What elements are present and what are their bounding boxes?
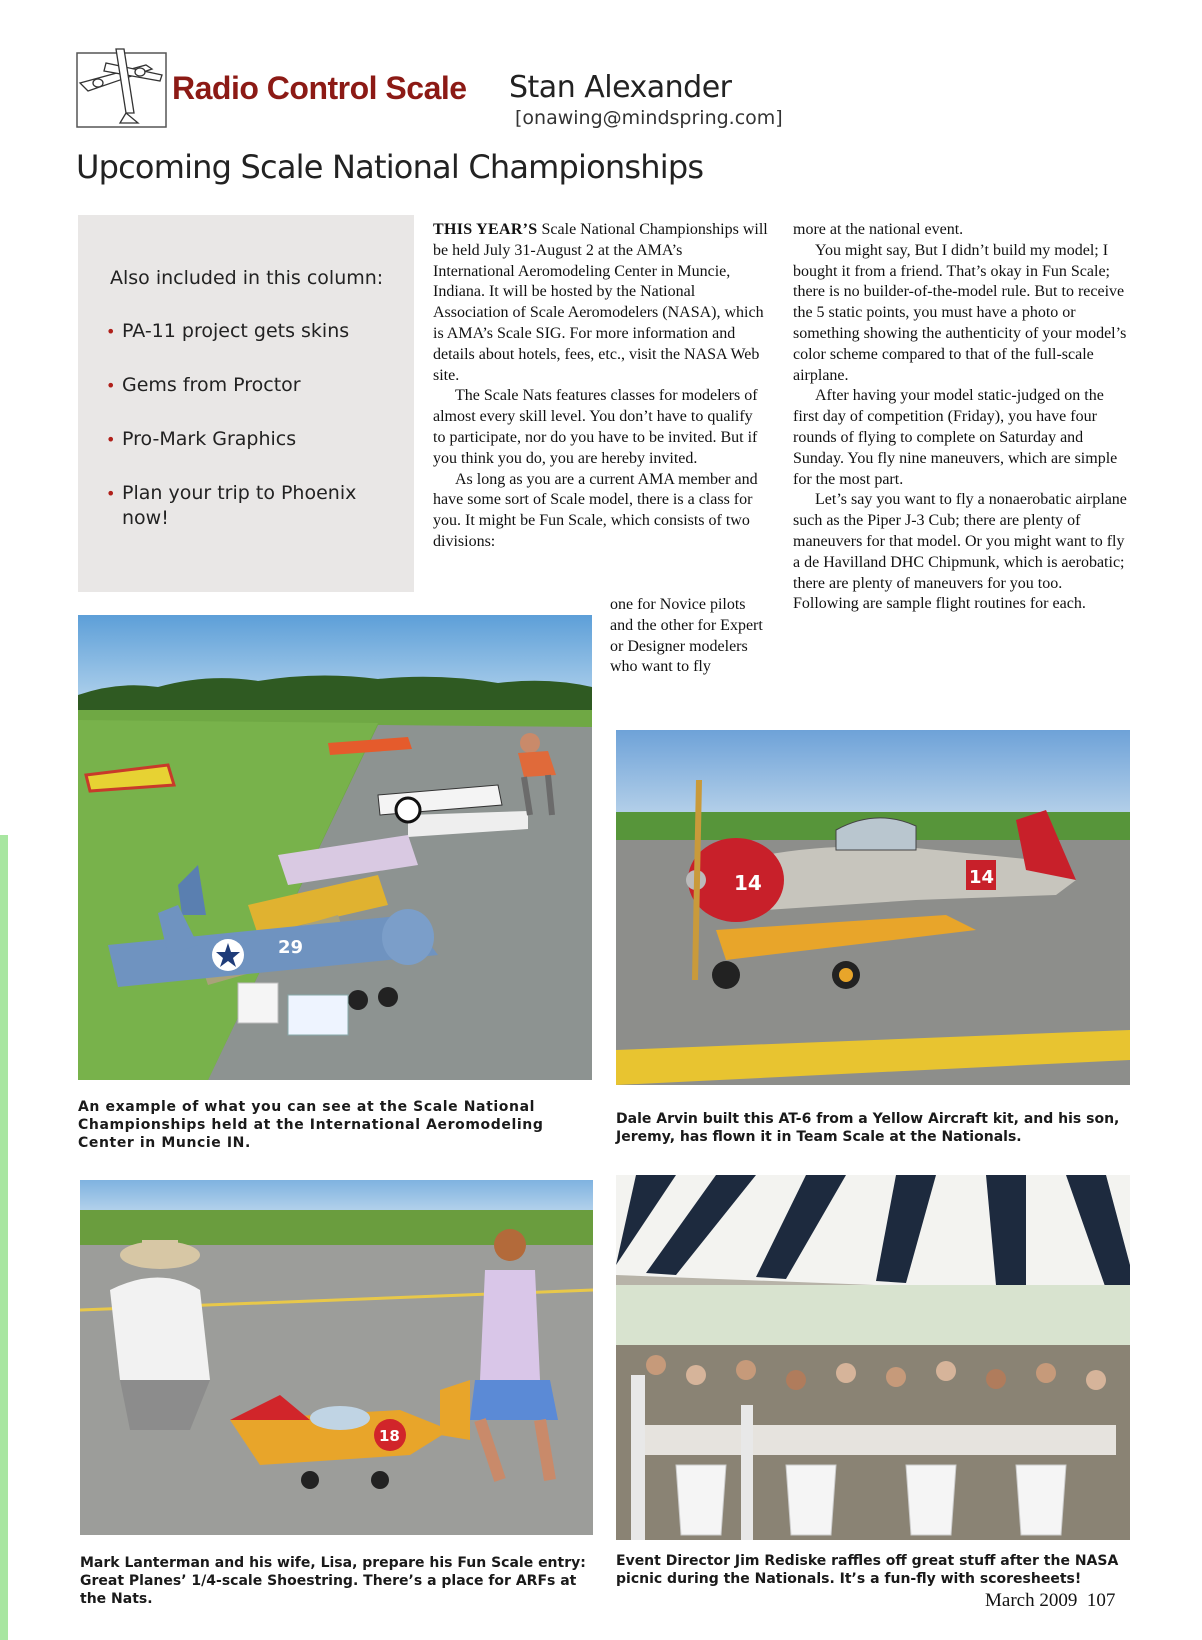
photo-flight-line <box>78 615 592 1080</box>
plane-number: 14 <box>734 871 762 895</box>
sidebar-item: • Gems from Proctor <box>106 374 301 396</box>
article-column-1 <box>433 220 768 553</box>
article-paragraph: You might say, But I didn’t build my model; I bought it from a friend. That’s okay in Fun Scale; there is no builder-of-the-model rule. But to receive the 5 static points, you must have a photo or something showing the authenticity of your model’s color scheme compared to that of the full-scale airplane. <box>793 241 1127 384</box>
author-email: [onawing@mindspring.com] <box>515 107 783 129</box>
issue-date: March 2009 <box>985 1590 1078 1611</box>
sidebar-list <box>106 319 396 560</box>
plane-number: 29 <box>278 937 304 958</box>
photo-tent <box>616 1175 1130 1540</box>
bullet-icon: • <box>106 484 116 503</box>
fraction: 1/4 <box>191 1573 217 1589</box>
bullet-icon: • <box>106 430 116 449</box>
page-footer <box>985 1590 1115 1612</box>
caption-shoestring: Mark Lanterman and his wife, Lisa, prepare his Fun Scale entry: Great Planes’ 1/4-scale Shoestring. There’s a place for ARFs at the Nats. <box>80 1555 586 1607</box>
article-paragraph: As long as you are a current AMA member and have some sort of Scale model, there is a class for you. It might be Fun Scale, which consists of two divisions: <box>433 470 758 550</box>
article-paragraph: one for Novice pilots and the other for Expert or Designer modelers who want to fly <box>610 596 763 676</box>
caption-flight-line: An example of what you can see at the Scale National Championships held at the International Aeromodeling Center in Muncie IN. <box>78 1099 544 1151</box>
plane-number: 14 <box>969 867 995 888</box>
sidebar-heading: Also included in this column: <box>110 267 384 289</box>
photo-shoestring <box>80 1180 593 1535</box>
article-paragraph: THIS YEAR’S Scale National Championships will be held July 31-August 2 at the AMA’s International Aeromodeling Center in Muncie, Indiana. It will be hosted by the National Association of Scale Aeromodelers (NASA), which is AMA’s Scale SIG. For more information and details about hotels, fees, etc., visit the NASA Web site. <box>433 221 768 384</box>
caption-at6: Dale Arvin built this AT-6 from a Yellow Aircraft kit, and his son, Jeremy, has flown it in Team Scale at the Nationals. <box>616 1111 1120 1145</box>
photo-at6 <box>616 730 1130 1085</box>
plane-number: 18 <box>379 1427 400 1445</box>
article-title: Upcoming Scale National Championships <box>76 148 704 186</box>
article-column-2 <box>793 220 1130 615</box>
margin-color-bar <box>0 835 8 1640</box>
tent-canopy <box>616 1175 1130 1295</box>
sidebar-item: • Plan your trip to Phoenix now! <box>106 482 357 529</box>
sidebar-item: • PA-11 project gets skins <box>106 320 350 342</box>
sidebar-item: • Pro-Mark Graphics <box>106 428 297 450</box>
article-paragraph: Let’s say you want to fly a nonaerobatic airplane such as the Piper J-3 Cub; there are plenty of maneuvers for that model. Or you might want to fly a de Havilland DHC Chipmunk, which is aerobatic; there are plenty of maneuvers for you too. Following are sample flight routines for each. <box>793 491 1127 613</box>
bullet-icon: • <box>106 376 116 395</box>
article-paragraph: After having your model static-judged on the first day of competition (Friday), you have four rounds of flying to complete on Saturday and Sunday. You fly nine maneuvers, which are simple for the most part. <box>793 387 1118 488</box>
lead-in: THIS YEAR’S <box>433 221 538 238</box>
bullet-icon: • <box>106 322 116 341</box>
airplane-logo-icon <box>76 43 170 129</box>
caption-tent: Event Director Jim Rediske raffles off great stuff after the NASA picnic during the Nationals. It’s a fun-fly with scoresheets! <box>616 1553 1119 1587</box>
article-column-1-continued <box>610 595 768 678</box>
column-title: Radio Control Scale <box>172 70 467 106</box>
article-paragraph: The Scale Nats features classes for modelers of almost every skill level. You don’t have to qualify to participate, nor do you have to be invited. But if you think you do, you are hereby invited. <box>433 387 758 467</box>
page-number: 107 <box>1086 1590 1116 1611</box>
article-paragraph: more at the national event. <box>793 221 964 238</box>
author-name: Stan Alexander <box>509 70 732 105</box>
sidebar-box <box>78 215 414 592</box>
